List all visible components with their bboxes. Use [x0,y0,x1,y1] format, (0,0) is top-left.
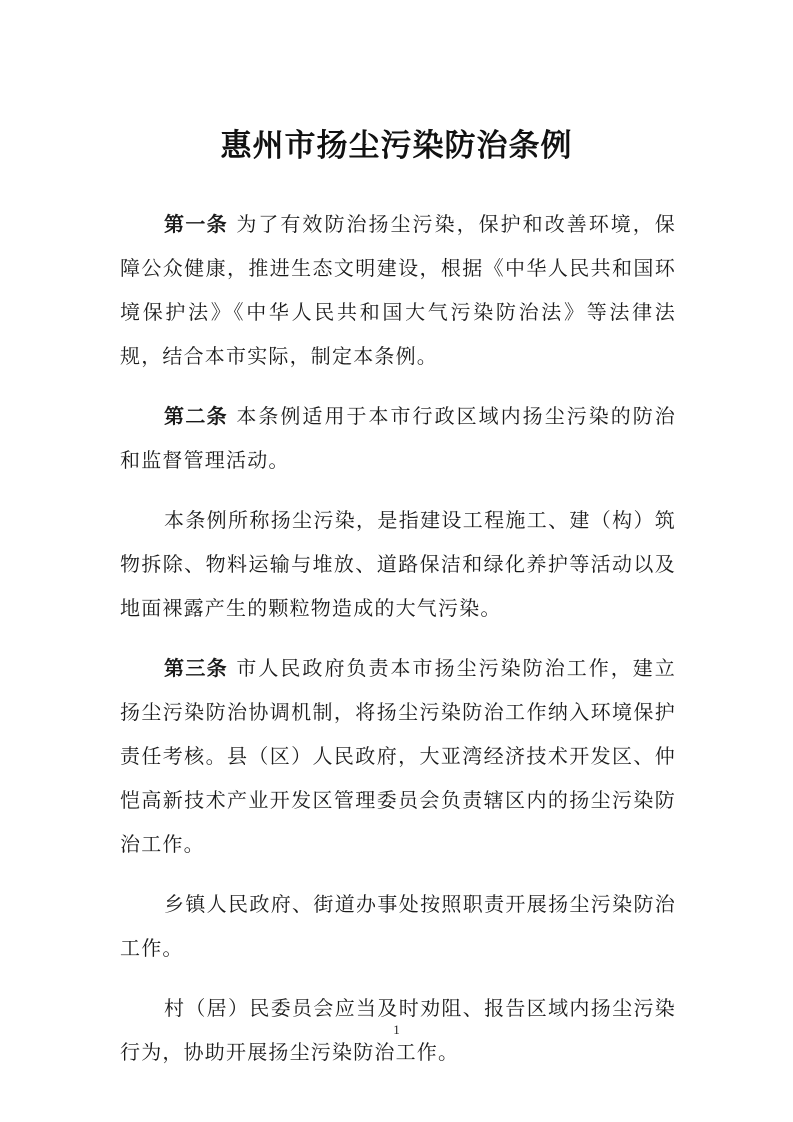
article-number: 第一条 [164,212,228,236]
article-number: 第二条 [164,404,228,428]
paragraph-article-2-definition [120,498,676,630]
paragraph-article-3-township [120,882,676,970]
article-number: 第三条 [164,656,228,680]
document-title: 惠州市扬尘污染防治条例 [220,128,573,164]
paragraph-text: 乡镇人民政府、街道办事处按照职责开展扬尘污染防治工作。 [120,892,676,960]
paragraph-text: 本条例适用于本市行政区域内扬尘污染的防治和监督管理活动。 [120,404,677,472]
document-body [120,202,676,1090]
page-number: 1 [393,1022,400,1037]
paragraph-article-3 [120,646,676,866]
paragraph-article-2 [120,394,676,482]
paragraph-text: 本条例所称扬尘污染，是指建设工程施工、建（构）筑物拆除、物料运输与堆放、道路保洁和绿化养护等活动以及地面裸露产生的颗粒物造成的大气污染。 [120,508,676,620]
paragraph-text: 市人民政府负责本市扬尘污染防治工作，建立扬尘污染防治协调机制，将扬尘污染防治工作纳入环境保护责任考核。县（区）人民政府，大亚湾经济技术开发区、仲恺高新技术产业开发区管理委员会负责辖区内的扬尘污染防治工作。 [120,656,677,856]
paragraph-text: 村（居）民委员会应当及时劝阻、报告区域内扬尘污染行为，协助开展扬尘污染防治工作。 [120,996,676,1064]
paragraph-article-1 [120,202,676,378]
paragraph-text: 为了有效防治扬尘污染，保护和改善环境，保障公众健康，推进生态文明建设，根据《中华人民共和国环境保护法》《中华人民共和国大气污染防治法》等法律法规，结合本市实际，制定本条例。 [120,212,677,368]
